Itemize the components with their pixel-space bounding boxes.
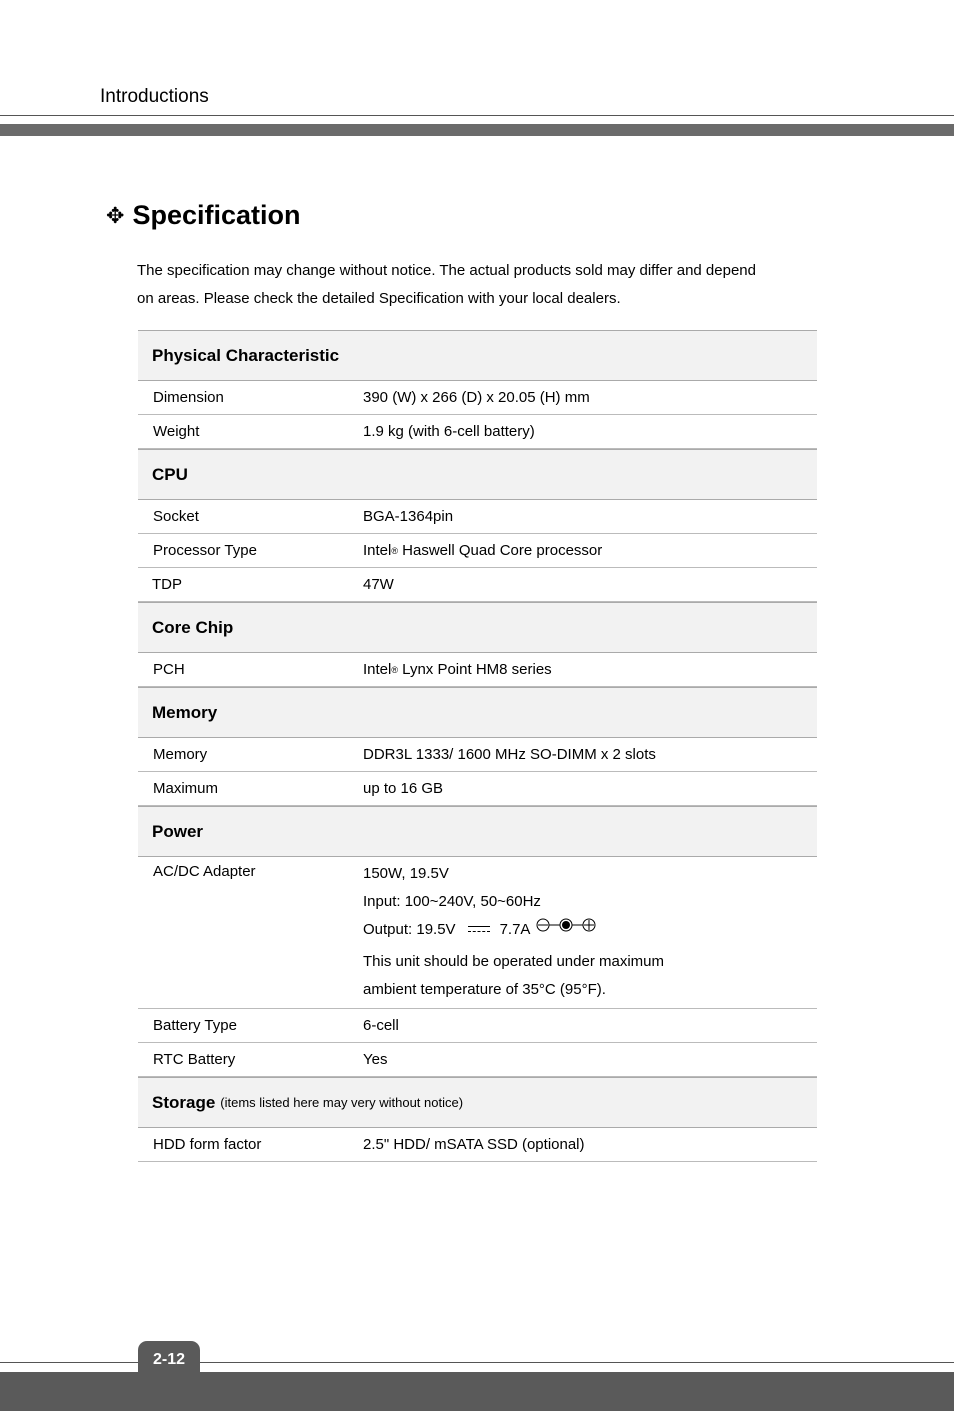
category-physical: Physical Characteristic: [138, 330, 817, 381]
row-label: AC/DC Adapter: [153, 863, 256, 880]
row-value: Yes: [363, 1051, 388, 1069]
row-value: BGA-1364pin: [363, 508, 454, 525]
table-row: [138, 738, 817, 772]
category-note: (items listed here may very without notice): [220, 1095, 464, 1111]
processor-text: Haswell Quad Core processor: [398, 542, 603, 559]
output-current: 7.7A: [499, 921, 531, 938]
registered-mark: ®: [391, 664, 398, 675]
row-value: 6-cell: [363, 1017, 399, 1035]
table-row: [138, 381, 817, 415]
adapter-line: 150W, 19.5V: [363, 865, 449, 882]
row-value: 390 (W) x 266 (D) x 20.05 (H) mm: [363, 389, 590, 406]
table-row: [138, 857, 817, 1009]
section-title-text: Specification: [132, 200, 301, 230]
category-power: Power: [138, 806, 817, 857]
row-label: Battery Type: [153, 1017, 237, 1035]
table-row: [138, 415, 817, 449]
header-bar: [0, 124, 954, 136]
brand: Intel: [363, 661, 392, 678]
page-number: 2-12: [138, 1341, 200, 1411]
dc-current-icon: [468, 926, 490, 934]
table-row: [138, 1043, 817, 1077]
spec-table: [138, 330, 817, 1162]
category-title: Storage: [152, 1092, 216, 1112]
row-value: up to 16 GB: [363, 780, 444, 797]
table-row: [138, 653, 817, 687]
section-title: [106, 200, 300, 231]
row-label: Maximum: [153, 780, 219, 797]
intro-paragraph: [137, 257, 827, 313]
intro-line: The specification may change without notice. The actual products sold may differ and depend: [137, 262, 756, 279]
category-core-chip: Core Chip: [138, 602, 817, 653]
row-label: TDP: [152, 576, 182, 593]
header-title: Introductions: [100, 86, 209, 107]
brand: Intel: [363, 542, 392, 559]
row-label: Dimension: [153, 389, 224, 406]
registered-mark: ®: [391, 545, 398, 556]
table-row: [138, 500, 817, 534]
row-value: 2.5" HDD/ mSATA SSD (optional): [363, 1136, 585, 1154]
row-label: Weight: [153, 423, 200, 440]
category-cpu: CPU: [138, 449, 817, 500]
category-memory: Memory: [138, 687, 817, 738]
intro-line: on areas. Please check the detailed Specification with your local dealers.: [137, 290, 621, 307]
adapter-output: [363, 916, 817, 944]
row-value: [363, 857, 817, 1008]
row-value: 1.9 kg (with 6-cell battery): [363, 423, 535, 440]
four-diamond-icon: ✥: [106, 202, 125, 228]
table-row: [138, 772, 817, 806]
row-label: Memory: [153, 746, 208, 763]
table-row: [138, 568, 817, 602]
adapter-note: This unit should be operated under maximum: [363, 953, 664, 971]
row-value: DDR3L 1333/ 1600 MHz SO-DIMM x 2 slots: [363, 746, 656, 763]
category-storage: [138, 1077, 817, 1128]
row-value: [363, 534, 817, 567]
row-value: [363, 653, 817, 686]
row-label: HDD form factor: [153, 1136, 262, 1154]
header-rule: [0, 115, 954, 116]
adapter-note: ambient temperature of 35°C (95°F).: [363, 981, 606, 999]
table-row: [138, 534, 817, 568]
table-row: [138, 1128, 817, 1162]
polarity-icon: [536, 916, 596, 944]
adapter-line: Input: 100~240V, 50~60Hz: [363, 893, 541, 910]
row-label: RTC Battery: [153, 1051, 236, 1069]
output-voltage: Output: 19.5V: [363, 921, 456, 938]
row-label: Socket: [153, 508, 199, 525]
row-label: Processor Type: [153, 542, 257, 559]
table-row: [138, 1009, 817, 1043]
pch-text: Lynx Point HM8 series: [398, 661, 552, 678]
row-value: 47W: [363, 576, 394, 593]
row-label: PCH: [153, 661, 185, 678]
